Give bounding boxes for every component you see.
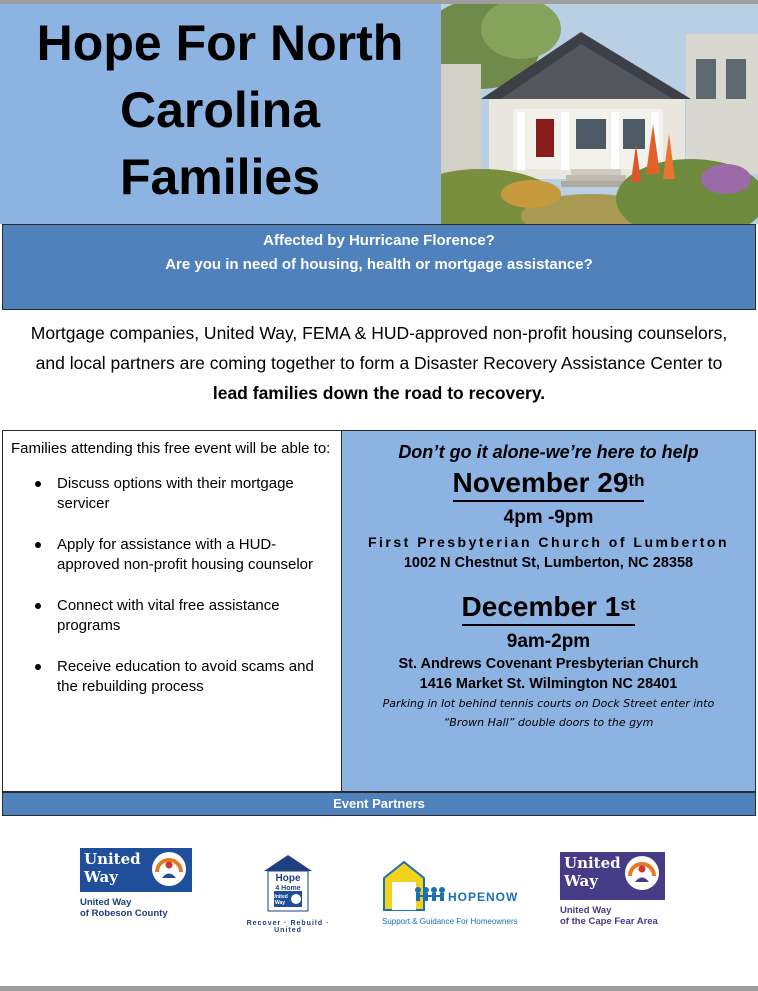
list-item	[11, 657, 333, 697]
event2-time: 9am-2pm	[506, 631, 591, 652]
title-line-1: Hope For North	[36, 15, 404, 71]
robeson-caption: United Way of Robeson County	[80, 897, 168, 919]
hopenow-tagline: Support & Guidance For Homeowners	[382, 917, 518, 926]
helping-hand-icon	[152, 852, 186, 886]
title-line-3: Families	[119, 149, 321, 205]
bullet-icon	[35, 481, 41, 487]
event2-date-sup: st	[620, 595, 636, 614]
banner-line-2: Are you in need of housing, health or mortgage assistance?	[165, 256, 593, 273]
event2-address: 1416 Market St. Wilmington NC 28401	[419, 676, 678, 692]
house-icon	[240, 853, 336, 915]
hope-4-home-logo	[240, 853, 336, 934]
benefits-intro: Families attending this free event will be able to:	[11, 440, 331, 457]
list-item-text: Discuss options with their mortgage servicer	[57, 475, 294, 512]
list-item-text: Connect with vital free assistance programs	[57, 597, 280, 634]
event2-date	[462, 590, 636, 626]
partners-heading: Event Partners	[2, 792, 756, 816]
svg-text:4 Home: 4 Home	[275, 885, 301, 892]
intro-text: Mortgage companies, United Way, FEMA & HUD-approved non-profit housing counselors, and local partners are coming together to form a Disaster Recovery Assistance Center to	[30, 323, 728, 373]
event2-date-text: December 1	[461, 591, 621, 622]
question-banner	[2, 224, 756, 310]
united-way-badge	[80, 848, 192, 892]
house-photo	[441, 4, 758, 224]
house-illustration	[441, 4, 758, 224]
united-way-wordmark: United Way	[564, 854, 621, 890]
benefits-list	[11, 474, 333, 697]
event1-date-text: November 29	[452, 467, 629, 498]
event2	[342, 590, 755, 732]
united-way-badge	[560, 852, 665, 900]
list-item	[11, 596, 333, 636]
event1-address: 1002 N Chestnut St, Lumberton, NC 28358	[403, 555, 694, 571]
bottom-rule	[0, 986, 758, 991]
svg-text:HOPENOW: HOPENOW	[448, 890, 519, 904]
header	[0, 4, 758, 224]
list-item-text: Receive education to avoid scams and the rebuilding process	[57, 658, 314, 695]
page-title	[0, 10, 440, 211]
list-item	[11, 535, 333, 575]
bullet-icon	[35, 603, 41, 609]
events-panel	[342, 430, 756, 792]
hope-4-home-tagline: Recover · Rebuild · United	[246, 920, 330, 934]
event1-date	[453, 466, 645, 502]
united-way-wordmark: United Way	[84, 850, 141, 886]
united-way-robeson-logo	[80, 848, 192, 919]
event1-venue: First Presbyterian Church of Lumberton	[367, 534, 730, 550]
svg-text:United: United	[272, 894, 288, 900]
hopenow-house-icon	[382, 860, 522, 912]
event1-date-sup: th	[628, 471, 645, 490]
hopenow-logo	[382, 860, 522, 926]
events-tagline: Don’t go it alone-we’re here to help	[398, 442, 699, 462]
benefits-panel	[2, 430, 342, 792]
svg-text:Hope: Hope	[275, 873, 301, 884]
list-item-text: Apply for assistance with a HUD-approved non-profit housing counselor	[57, 536, 314, 573]
bullet-icon	[35, 664, 41, 670]
event1-time: 4pm -9pm	[503, 507, 594, 528]
intro-paragraph	[20, 318, 738, 408]
bullet-icon	[35, 542, 41, 548]
helping-hand-icon	[625, 856, 659, 890]
intro-bold-text: lead families down the road to recovery.	[212, 383, 546, 403]
cape-fear-caption: United Way of the Cape Fear Area	[560, 905, 658, 927]
banner-line-1: Affected by Hurricane Florence?	[263, 232, 495, 249]
svg-text:Way: Way	[274, 900, 286, 906]
event2-venue: St. Andrews Covenant Presbyterian Church	[398, 656, 699, 672]
title-line-2: Carolina	[119, 82, 321, 138]
list-item	[11, 474, 333, 514]
united-way-cape-fear-logo	[560, 852, 665, 927]
event2-parking-note: Parking in lot behind tennis courts on Dock Street enter into “Brown Hall” double doors to the gym	[382, 697, 715, 729]
event1	[342, 466, 755, 574]
